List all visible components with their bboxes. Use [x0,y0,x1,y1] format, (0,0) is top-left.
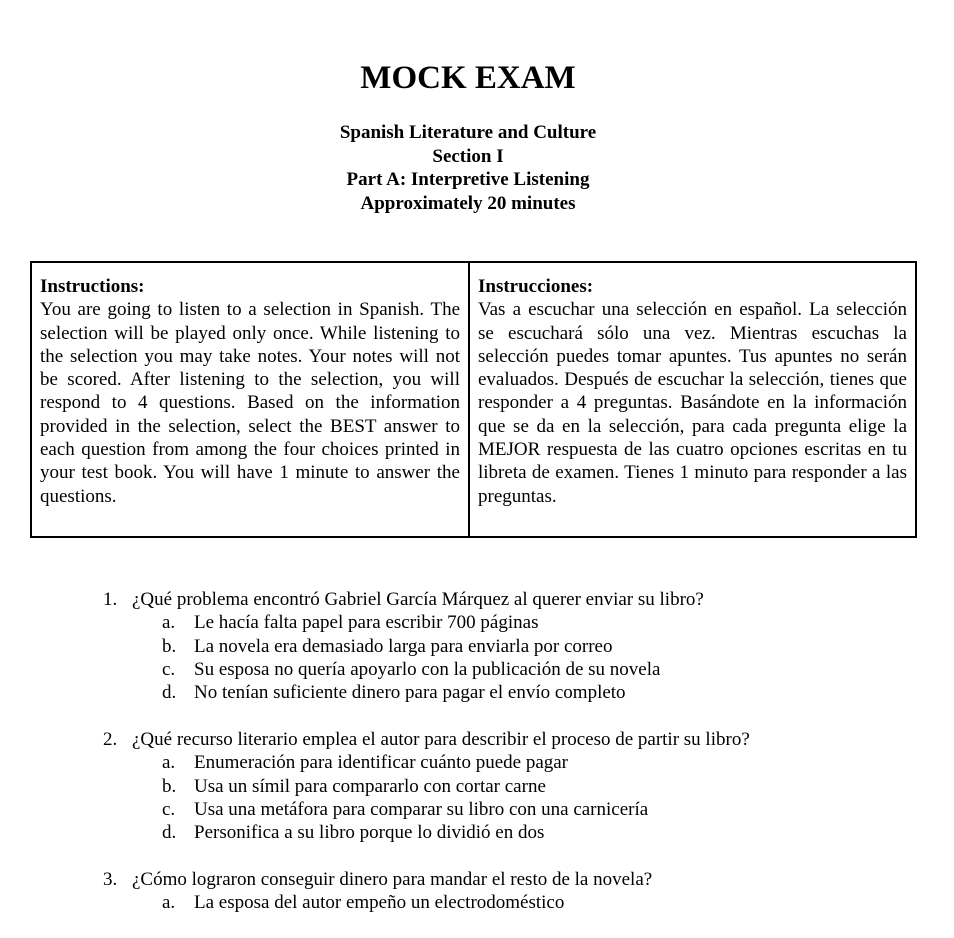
instructions-english-cell [32,263,470,536]
answer-option[interactable] [162,681,750,704]
question-item [103,728,750,844]
option-text: La novela era demasiado larga para enviarla por correo [194,635,613,657]
option-text: Personifica a su libro porque lo dividió en dos [194,822,545,844]
answer-option[interactable] [162,798,750,821]
answer-options [103,611,750,704]
duration-heading: Approximately 20 minutes [360,192,576,214]
question-list [103,588,750,938]
option-letter: a. [162,752,176,774]
answer-option[interactable] [162,775,750,798]
question-item [103,588,750,704]
instructions-english-heading: Instructions: [40,276,145,297]
option-text: No tenían suficiente dinero para pagar el envío completo [194,682,626,704]
option-letter: b. [162,635,177,657]
question-number: 2. [103,728,118,750]
instructions-spanish-cell [470,263,915,536]
option-text: Usa una metáfora para comparar su libro con una carnicería [194,798,649,820]
answer-option[interactable] [162,821,750,844]
option-letter: b. [162,775,177,797]
question-text: ¿Qué recurso literario emplea el autor para describir el proceso de partir su libro? [132,728,750,750]
option-letter: c. [162,658,176,680]
option-letter: a. [162,612,176,634]
answer-options [103,751,750,844]
answer-option[interactable] [162,751,750,774]
question-stem [103,728,750,751]
option-text: Usa un símil para compararlo con cortar carne [194,775,546,797]
instructions-spanish-heading: Instrucciones: [478,276,594,297]
question-number: 3. [103,868,118,890]
question-text: ¿Cómo lograron conseguir dinero para mandar el resto de la novela? [132,868,653,890]
option-text: Enumeración para identificar cuánto puede pagar [194,752,569,774]
option-letter: c. [162,798,176,820]
exam-title: MOCK EXAM [360,60,576,96]
option-text: La esposa del autor empeño un electrodoméstico [194,892,565,914]
question-stem [103,868,750,891]
option-text: Le hacía falta papel para escribir 700 páginas [194,612,539,634]
option-letter: d. [162,822,177,844]
subject-heading: Spanish Literature and Culture [339,122,597,143]
option-letter: a. [162,892,176,914]
option-text: Su esposa no quería apoyarlo con la publicación de su novela [194,658,661,680]
exam-subtitles [0,121,936,215]
answer-option[interactable] [162,635,750,658]
answer-option[interactable] [162,611,750,634]
question-item [103,868,750,915]
instructions-english-body: You are going to listen to a selection in Spanish. The selection will be played only once. While listening to the selection you may take notes. Your notes will not be scored. After listening to the selection, you will respond to 4 questions. Based on the information provided in the selection, select the BEST answer to each question from among the four choices printed in your test book. You will have 1 minute to answer the questions. [40,299,460,507]
section-heading: Section I [432,145,504,167]
answer-option[interactable] [162,658,750,681]
part-heading: Part A: Interpretive Listening [346,169,590,190]
answer-options [103,891,750,914]
question-text: ¿Qué problema encontró Gabriel García Márquez al querer enviar su libro? [132,589,704,610]
instructions-table [30,261,917,538]
option-letter: d. [162,682,177,704]
question-number: 1. [103,589,118,610]
answer-option[interactable] [162,891,750,914]
instructions-spanish-body: Vas a escuchar una selección en español. La selección se escuchará sólo una vez. Mientras escuchas la selección puedes tomar apuntes. Tus apuntes no serán evaluados. Después de escuchar la selección, tienes que responder a 4 preguntas. Basándote en la información que se da en la selección, para cada pregunta elige la MEJOR respuesta de las cuatro opciones escritas en tu libreta de examen. Tienes 1 minuto para responder a las preguntas. [478,299,907,507]
question-stem [103,588,750,611]
